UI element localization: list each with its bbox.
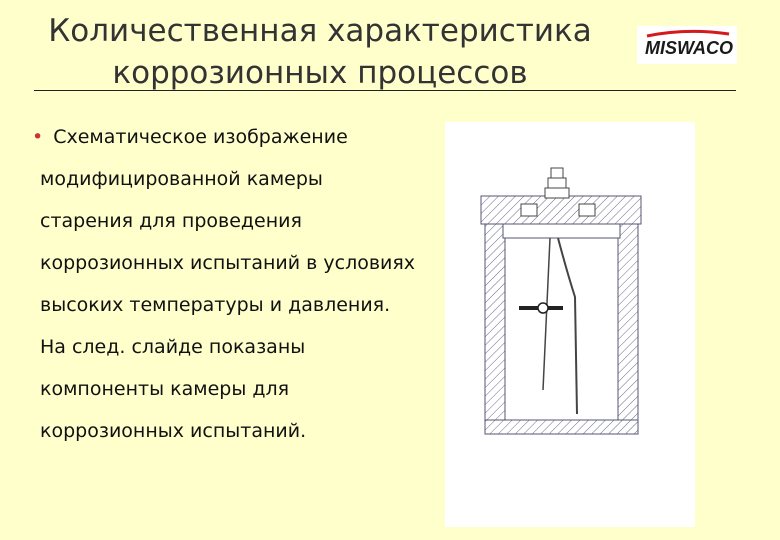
aging-cell-drawing	[445, 122, 695, 527]
logo-graphic	[637, 26, 737, 64]
cell-cavity	[505, 238, 618, 420]
cell-bottom	[485, 420, 638, 434]
logo-swoosh	[647, 31, 729, 36]
lid-plate	[503, 224, 620, 238]
bullet-dot-icon: •	[32, 126, 44, 148]
title-divider	[34, 90, 736, 91]
logo-wordmark: MISWACO	[645, 38, 733, 58]
inlet-fitting-top	[551, 168, 563, 178]
miswaco-logo	[637, 26, 737, 64]
title-line-1: Количественная характеристика	[48, 13, 592, 49]
inlet-fitting-mid	[548, 178, 566, 188]
bullet-text: Схематическое изображение модифицированной камеры старения для проведения коррозионных испытаний в условиях высоких температуры и давления. На след. слайде показаны компоненты камеры для коррозионных испытаний.	[40, 126, 416, 442]
title-line-2: коррозионных процессов	[112, 55, 528, 91]
aging-cell-schematic	[445, 122, 695, 527]
inlet-fitting-base	[545, 188, 569, 198]
specimen-coupon	[538, 303, 548, 313]
cap-thread-right	[579, 204, 595, 216]
cell-wall-left	[485, 224, 505, 420]
cell-cap	[481, 196, 641, 224]
bullet-item	[32, 116, 420, 452]
slide-title	[30, 10, 610, 94]
cell-wall-right	[618, 224, 638, 420]
cap-thread-left	[521, 204, 537, 216]
